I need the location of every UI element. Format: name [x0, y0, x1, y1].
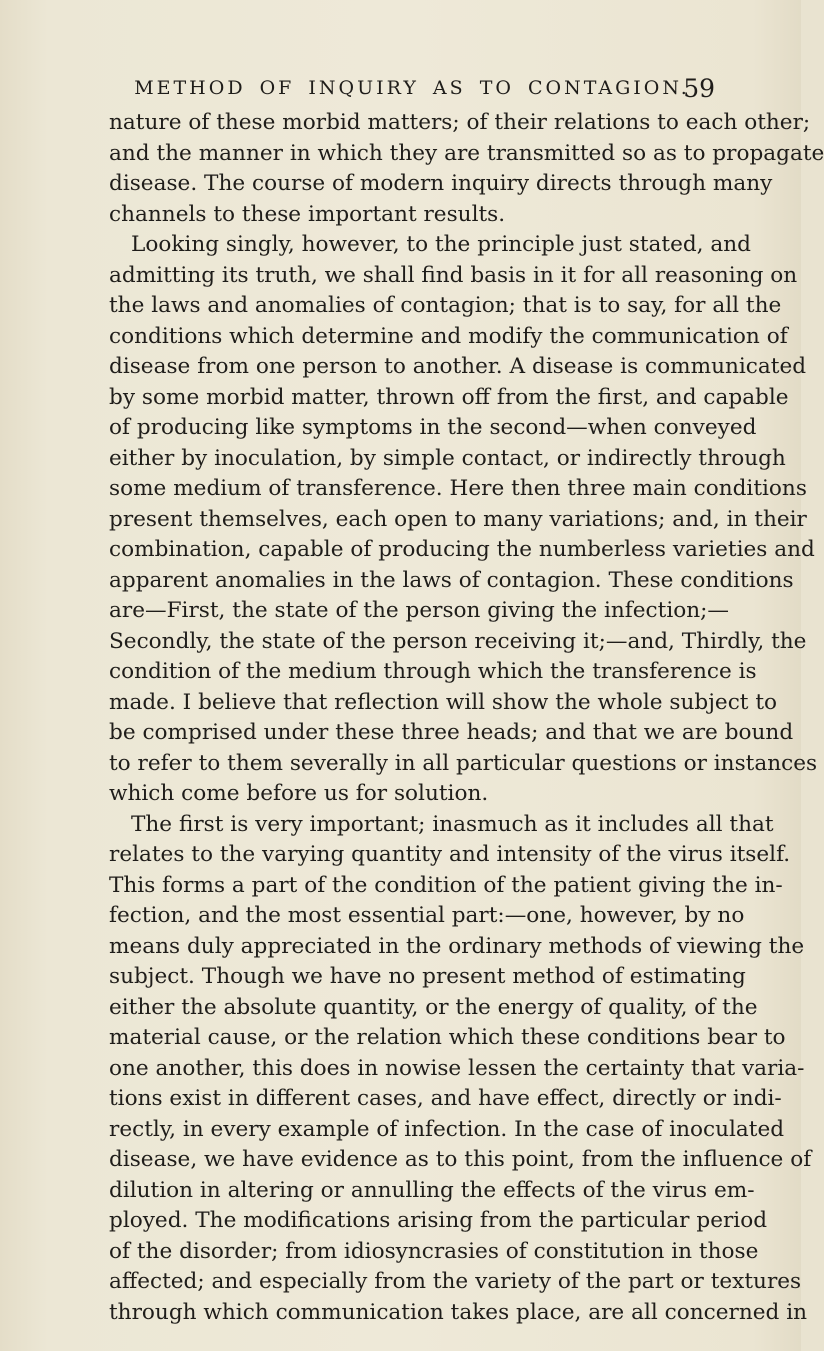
text-line: either the absolute quantity, or the energy of quality, of the [109, 994, 758, 1020]
text-line: of producing like symptoms in the second—when conveyed [109, 415, 757, 440]
text-line: relates to the varying quantity and intensity of the virus itself. [109, 842, 791, 867]
text-line: either by inoculation, by simple contact, or indirectly through [109, 445, 786, 471]
text-line: disease, we have evidence as to this point, from the influence of [109, 1147, 812, 1172]
text-line: Looking singly, however, to the principle just stated, and [131, 232, 752, 257]
text-line: means duly appreciated in the ordinary methods of viewing the [109, 933, 805, 959]
text-line: admitting its truth, we shall find basis in it for all reasoning on [109, 262, 798, 288]
text-line: combination, capable of producing the numberless varieties and [109, 537, 815, 562]
text-line: apparent anomalies in the laws of contagion. These conditions [109, 567, 794, 593]
text-line: tions exist in different cases, and have effect, directly or indi- [109, 1086, 782, 1111]
text-line: rectly, in every example of infection. In the case of inoculated [109, 1116, 785, 1142]
text-line: of the disorder; from idiosyncrasies of constitution in those [109, 1238, 759, 1264]
text-line: nature of these morbid matters; of their relations to each other; [109, 110, 811, 135]
text-line: condition of the medium through which the transference is [109, 659, 757, 684]
text-line: by some morbid matter, thrown off from the first, and capable [109, 384, 789, 410]
running-title: METHOD OF INQUIRY AS TO CONTAGION. [134, 77, 690, 99]
text-line: and the manner in which they are transmitted so as to propagate [109, 140, 824, 166]
text-line: present themselves, each open to many variations; and, in their [109, 506, 807, 532]
text-line: channels to these important results. [109, 201, 506, 227]
text-line: which come before us for solution. [109, 781, 489, 806]
text-line: This forms a part of the condition of the patient giving the in- [109, 872, 783, 898]
text-line: disease. The course of modern inquiry directs through many [109, 171, 773, 196]
text-line: Secondly, the state of the person receiving it;—and, Thirdly, the [109, 628, 807, 654]
text-line: affected; and especially from the variety of the part or textures [109, 1269, 802, 1294]
page-number: 59 [683, 74, 715, 103]
text-line: are—First, the state of the person giving the infection;— [109, 598, 730, 623]
text-line: disease from one person to another. A disease is communicated [109, 354, 807, 379]
text-line: made. I believe that reflection will show the whole subject to [109, 689, 778, 715]
text-line: The first is very important; inasmuch as it includes all that [131, 811, 774, 837]
body-text [109, 108, 824, 1328]
text-line: through which communication takes place, are all concerned in [109, 1299, 808, 1325]
text-line: subject. Though we have no present method of estimating [109, 964, 746, 989]
text-line: ployed. The modifications arising from the particular period [109, 1208, 768, 1233]
running-head [109, 74, 715, 104]
text-line: material cause, or the relation which these conditions bear to [109, 1025, 786, 1050]
text-line: dilution in altering or annulling the effects of the virus em- [109, 1177, 755, 1203]
text-line: to refer to them severally in all particular questions or instances [109, 750, 818, 776]
text-line: be comprised under these three heads; and that we are bound [109, 720, 794, 745]
text-line: some medium of transference. Here then three main conditions [109, 476, 807, 501]
text-line: one another, this does in nowise lessen the certainty that varia- [109, 1055, 805, 1081]
text-line: conditions which determine and modify the communication of [109, 323, 788, 349]
text-line: the laws and anomalies of contagion; that is to say, for all the [109, 293, 782, 318]
text-line: fection, and the most essential part:—one, however, by no [109, 903, 745, 928]
